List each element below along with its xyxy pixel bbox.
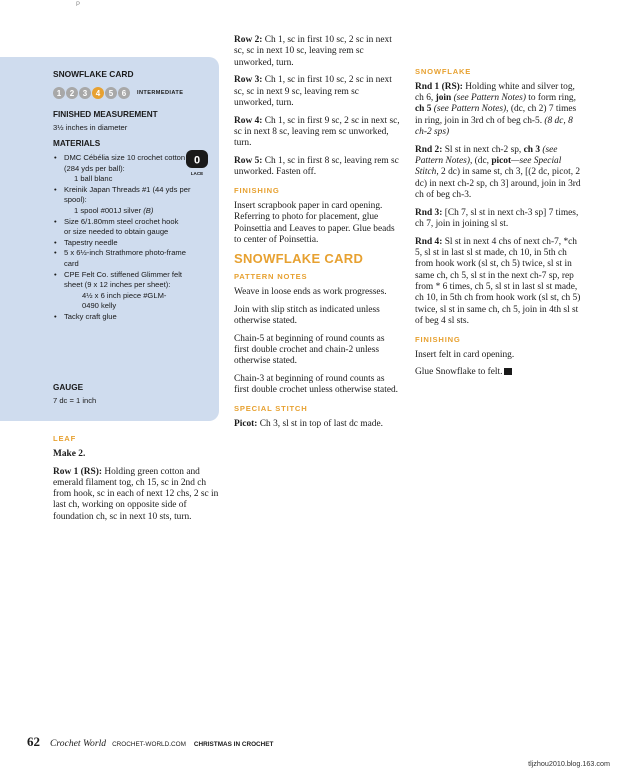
materials-list xyxy=(53,153,201,323)
skill-level-3: 3 xyxy=(79,87,91,99)
skill-level-indicator xyxy=(53,87,183,99)
picot-definition: Picot: Ch 3, sl st in top of last dc made. xyxy=(234,419,383,430)
materials-heading: MATERIALS xyxy=(53,139,101,148)
skill-level-label: INTERMEDIATE xyxy=(137,90,184,96)
skill-level-4-active: 4 xyxy=(92,87,104,99)
snowflake-round-4: Rnd 4: Sl st in next 4 chs of next ch-7, *ch 5, sl st in last sl st made, ch 10, in 5th ch from hook work (sl st, ch 5) twice, sl st in same ch, ch 5, sl st in the next ch-7 sp, rep from * 6 times, ch 5, sl st in last sl st made, ch 10, in 5th ch from hook work (sl st, ch 5) twice, sl st in same ch, ch 5, join in 4th sl st of beg 4 sl sts. xyxy=(415,236,581,326)
material-amount: 1 spool #001J silver (B) xyxy=(74,205,154,215)
material-item xyxy=(53,238,201,249)
finished-measurement-heading: FINISHED MEASUREMENT xyxy=(53,110,158,119)
leaf-row-3: Row 3: Ch 1, sc in first 10 sc, 2 sc in next sc, sc in next 9 sc, leaving rem sc unworked, turn. xyxy=(234,75,392,108)
article-column-2 xyxy=(234,35,400,437)
skill-level-5: 5 xyxy=(105,87,117,99)
pattern-note: Chain-5 at beginning of round counts as first double crochet and chain-2 unless otherwise stated. xyxy=(234,333,385,367)
corner-registration-mark: P xyxy=(76,2,81,8)
page-number: 62 xyxy=(27,734,40,749)
material-item xyxy=(53,312,201,323)
material-item xyxy=(53,248,200,269)
leaf-finishing-heading: FINISHING xyxy=(234,186,280,196)
snowflake-heading: SNOWFLAKE xyxy=(415,67,472,76)
make-note: Make 2. xyxy=(53,448,86,459)
magazine-brand: Crochet World xyxy=(50,738,107,749)
svg-text:0: 0 xyxy=(193,154,201,167)
leaf-heading: LEAF xyxy=(53,434,77,443)
pattern-notes-heading: PATTERN NOTES xyxy=(234,272,308,282)
snowflake-round-3: Rnd 3: [Ch 7, sl st in next ch-3 sp] 7 times, ch 7, join in joining sl st. xyxy=(415,207,579,230)
material-text: CPE Felt Co. stiffened Glimmer felt sheet (9 x 12 inches per sheet): xyxy=(64,269,183,290)
leaf-row-1: Row 1 (RS): Holding green cotton and emerald filament tog, ch 15, sc in 2nd ch from hook, sc in each of next 12 chs, 2 sc in last ch, working on opposite side of foundation ch, sc in next 10 sts, turn. xyxy=(53,466,219,522)
gauge-text: 7 dc = 1 inch xyxy=(53,396,97,405)
gauge-heading: GAUGE xyxy=(53,383,84,392)
material-text: Size 6/1.80mm steel crochet hook or size needed to obtain gauge xyxy=(64,216,179,237)
leaf-row-2: Row 2: Ch 1, sc in first 10 sc, 2 sc in next sc, sc in next 10 sc, leaving rem sc unworked, turn. xyxy=(234,35,392,68)
material-text: Kreinik Japan Threads #1 (44 yds per spool): xyxy=(64,184,191,205)
skill-level-6: 6 xyxy=(118,87,130,99)
snowflake-finishing-heading: FINISHING xyxy=(415,334,461,344)
material-item xyxy=(53,270,200,291)
blog-watermark: tljzhou2010.blog.163.com xyxy=(528,759,610,768)
article-column-3 xyxy=(415,66,581,385)
skill-level-2: 2 xyxy=(66,87,78,99)
snowflake-finishing-step: Insert felt in card opening. xyxy=(415,349,515,360)
snowflake-card-title: SNOWFLAKE CARD xyxy=(234,250,364,266)
pattern-note: Chain-3 at beginning of round counts as first double crochet unless otherwise stated. xyxy=(234,374,399,396)
snowflake-round-2: Rnd 2: Sl st in next ch-2 sp, ch 3 (see Pattern Notes), (dc, picot—see Special Stitch, 2 dc) in same st, ch 3, [(2 dc, picot, 2 dc) in next ch-2 sp, ch 3] around, join in 3rd ch of beg ch-3. xyxy=(415,144,581,200)
finished-measurement-text: 3½ inches in diameter xyxy=(53,123,128,132)
section-name: CHRISTMAS IN CROCHET xyxy=(193,741,274,748)
svg-text:LACE: LACE xyxy=(190,171,204,176)
pattern-note: Weave in loose ends as work progresses. xyxy=(234,286,387,297)
end-of-article-icon xyxy=(504,368,512,375)
snowflake-finishing-step: Glue Snowflake to felt. xyxy=(415,367,581,378)
material-text: Tacky craft glue xyxy=(64,311,117,321)
material-item xyxy=(53,185,201,217)
leaf-finishing-text: Insert scrapbook paper in card opening. Referring to photo for placement, glue Poinsettia and Leaves to paper. Glue beads to center of Poinsettia. xyxy=(234,201,395,245)
leaf-row-5: Row 5: Ch 1, sc in first 8 sc, leaving rem sc unworked. Fasten off. xyxy=(234,156,399,178)
material-item xyxy=(53,153,186,185)
material-text: DMC Cébélia size 10 crochet cotton (284 yds per ball): xyxy=(64,153,186,173)
snowflake-round-1: Rnd 1 (RS): Holding white and silver tog, ch 6, join (see Pattern Notes) to form ring, ch 5 (see Pattern Notes), (dc, ch 2) 7 times in ring, join in 3rd ch of beg ch-5. (8 dc, 8 ch-2 sps) xyxy=(415,81,577,137)
special-stitch-heading: SPECIAL STITCH xyxy=(234,404,308,414)
materials-sidebar xyxy=(0,57,219,421)
material-text: 4½ x 6 inch piece #GLM-0490 kelly xyxy=(82,290,167,311)
pattern-note: Join with slip stitch as indicated unless otherwise stated. xyxy=(234,304,380,326)
skill-level-1: 1 xyxy=(53,87,65,99)
material-text: 5 x 6½-inch Strathmore photo-frame card xyxy=(64,248,186,268)
material-item xyxy=(53,291,182,312)
sidebar-title: SNOWFLAKE CARD xyxy=(53,69,134,79)
leaf-row-4: Row 4: Ch 1, sc in first 9 sc, 2 sc in next sc, sc in next 8 sc, leaving rem sc unworked, turn. xyxy=(234,115,400,149)
page-footer xyxy=(27,734,273,750)
material-amount: 1 ball blanc xyxy=(74,174,113,184)
article-column-1 xyxy=(53,433,219,530)
material-item xyxy=(53,217,182,238)
material-text: Tapestry needle xyxy=(64,237,118,247)
magazine-website: CROCHET-WORLD.COM xyxy=(112,741,186,748)
